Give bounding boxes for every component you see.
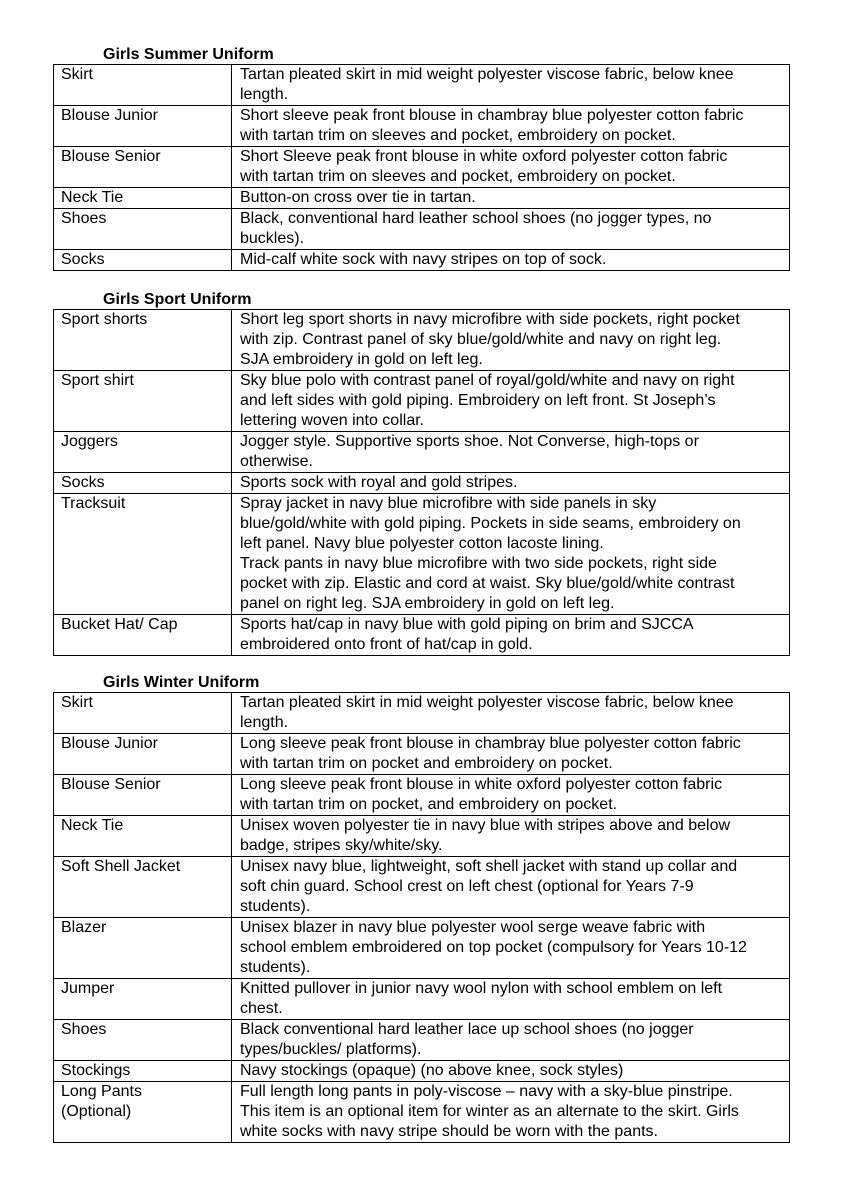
section-title: Girls Summer Uniform — [103, 46, 274, 63]
table-row — [54, 734, 790, 775]
table-row — [54, 1020, 790, 1061]
item-cell — [54, 816, 232, 857]
item-line: Blouse Senior — [61, 148, 161, 165]
description-line: Short Sleeve peak front blouse in white oxford polyester cotton fabric — [240, 148, 728, 165]
table-row — [54, 693, 790, 734]
item-cell — [54, 857, 232, 918]
description-line: school emblem embroidered on top pocket (compulsory for Years 10-12 — [240, 939, 747, 956]
item-line: Tracksuit — [61, 495, 126, 512]
uniform-table — [53, 309, 790, 656]
description-cell — [232, 310, 790, 371]
description-cell — [232, 1082, 790, 1143]
item-cell — [54, 734, 232, 775]
description-cell — [232, 693, 790, 734]
description-line: Jogger style. Supportive sports shoe. Not Converse, high-tops or — [240, 433, 699, 450]
item-line: Soft Shell Jacket — [61, 858, 181, 875]
description-line: Long sleeve peak front blouse in chambray blue polyester cotton fabric — [240, 735, 741, 752]
description-line: Sky blue polo with contrast panel of royal/gold/white and navy on right — [240, 372, 735, 389]
item-line: Skirt — [61, 694, 93, 711]
item-cell — [54, 209, 232, 250]
description-line: embroidered onto front of hat/cap in gold. — [240, 636, 533, 653]
item-cell — [54, 371, 232, 432]
table-row — [54, 188, 790, 209]
table-row — [54, 918, 790, 979]
table-row — [54, 310, 790, 371]
table-row — [54, 209, 790, 250]
description-cell — [232, 65, 790, 106]
description-cell — [232, 734, 790, 775]
description-line: length. — [240, 714, 289, 731]
item-line: Shoes — [61, 210, 107, 227]
description-line: Unisex navy blue, lightweight, soft shell jacket with stand up collar and — [240, 858, 738, 875]
description-line: otherwise. — [240, 453, 313, 470]
description-line: Black conventional hard leather lace up school shoes (no jogger — [240, 1021, 694, 1038]
item-line: Long Pants — [61, 1083, 142, 1100]
item-line: Blouse Senior — [61, 776, 161, 793]
uniform-table — [53, 64, 790, 271]
item-cell — [54, 147, 232, 188]
table-row — [54, 147, 790, 188]
item-cell — [54, 188, 232, 209]
uniform-table — [53, 692, 790, 1143]
description-line: length. — [240, 86, 289, 103]
table-row — [54, 857, 790, 918]
table-row — [54, 65, 790, 106]
item-cell — [54, 473, 232, 494]
description-line: panel on right leg. SJA embroidery in gold on left leg. — [240, 595, 615, 612]
description-line: Spray jacket in navy blue microfibre with side panels in sky — [240, 495, 657, 512]
description-line: This item is an optional item for winter as an alternate to the skirt. Girls — [240, 1103, 739, 1120]
description-cell — [232, 979, 790, 1020]
description-cell — [232, 147, 790, 188]
item-cell — [54, 775, 232, 816]
description-line: pocket with zip. Elastic and cord at waist. Sky blue/gold/white contrast — [240, 575, 735, 592]
description-line: with zip. Contrast panel of sky blue/gold/white and navy on right leg. — [240, 331, 722, 348]
description-cell — [232, 1020, 790, 1061]
description-cell — [232, 371, 790, 432]
item-line: Joggers — [61, 433, 118, 450]
description-line: buckles). — [240, 230, 305, 247]
description-line: Knitted pullover in junior navy wool nylon with school emblem on left — [240, 980, 723, 997]
description-line: left panel. Navy blue polyester cotton lacoste lining. — [240, 535, 604, 552]
description-line: with tartan trim on pocket, and embroidery on pocket. — [240, 796, 618, 813]
item-line: Blazer — [61, 919, 107, 936]
item-cell — [54, 494, 232, 615]
item-line: Bucket Hat/ Cap — [61, 616, 178, 633]
description-cell — [232, 188, 790, 209]
item-cell — [54, 1061, 232, 1082]
item-line: Socks — [61, 474, 105, 491]
description-cell — [232, 106, 790, 147]
description-line: Unisex blazer in navy blue polyester wool serge weave fabric with — [240, 919, 706, 936]
item-cell — [54, 918, 232, 979]
table-row — [54, 816, 790, 857]
description-line: Tartan pleated skirt in mid weight polyester viscose fabric, below knee — [240, 66, 734, 83]
table-row — [54, 494, 790, 615]
description-line: chest. — [240, 1000, 283, 1017]
item-cell — [54, 310, 232, 371]
item-cell — [54, 979, 232, 1020]
item-line: Sport shorts — [61, 311, 148, 328]
description-line: Unisex woven polyester tie in navy blue with stripes above and below — [240, 817, 731, 834]
item-line: Blouse Junior — [61, 735, 158, 752]
table-row — [54, 250, 790, 271]
description-line: with tartan trim on pocket and embroidery on pocket. — [240, 755, 613, 772]
description-line: badge, stripes sky/white/sky. — [240, 837, 443, 854]
item-line: Neck Tie — [61, 189, 124, 206]
description-line: Long sleeve peak front blouse in white oxford polyester cotton fabric — [240, 776, 723, 793]
description-cell — [232, 494, 790, 615]
item-cell — [54, 106, 232, 147]
description-line: lettering woven into collar. — [240, 412, 425, 429]
description-cell — [232, 1061, 790, 1082]
description-line: Short leg sport shorts in navy microfibre with side pockets, right pocket — [240, 311, 740, 328]
description-line: Track pants in navy blue microfibre with two side pockets, right side — [240, 555, 717, 572]
description-line: Button-on cross over tie in tartan. — [240, 189, 476, 206]
description-cell — [232, 209, 790, 250]
description-line: students). — [240, 959, 311, 976]
table-row — [54, 473, 790, 494]
item-line: Socks — [61, 251, 105, 268]
description-line: and left sides with gold piping. Embroidery on left front. St Joseph’s — [240, 392, 716, 409]
description-cell — [232, 473, 790, 494]
description-line: Full length long pants in poly-viscose – navy with a sky-blue pinstripe. — [240, 1083, 733, 1100]
table-row — [54, 979, 790, 1020]
item-line: Jumper — [61, 980, 115, 997]
section-title: Girls Sport Uniform — [103, 291, 252, 308]
item-cell — [54, 693, 232, 734]
description-line: white socks with navy stripe should be worn with the pants. — [240, 1123, 658, 1140]
item-line: Shoes — [61, 1021, 107, 1038]
description-cell — [232, 918, 790, 979]
description-line: types/buckles/ platforms). — [240, 1041, 422, 1058]
item-cell — [54, 432, 232, 473]
description-line: with tartan trim on sleeves and pocket, embroidery on pocket. — [240, 127, 676, 144]
description-cell — [232, 250, 790, 271]
description-cell — [232, 775, 790, 816]
description-line: Navy stockings (opaque) (no above knee, sock styles) — [240, 1062, 624, 1079]
description-line: Short sleeve peak front blouse in chambray blue polyester cotton fabric — [240, 107, 744, 124]
item-line: Sport shirt — [61, 372, 134, 389]
description-line: blue/gold/white with gold piping. Pockets in side seams, embroidery on — [240, 515, 741, 532]
table-row — [54, 371, 790, 432]
section-title: Girls Winter Uniform — [103, 674, 260, 691]
item-cell — [54, 1082, 232, 1143]
table-row — [54, 775, 790, 816]
table-row — [54, 432, 790, 473]
description-line: Tartan pleated skirt in mid weight polyester viscose fabric, below knee — [240, 694, 734, 711]
item-line: Neck Tie — [61, 817, 124, 834]
description-line: Mid-calf white sock with navy stripes on top of sock. — [240, 251, 607, 268]
description-line: students). — [240, 898, 311, 915]
item-cell — [54, 615, 232, 656]
description-line: with tartan trim on sleeves and pocket, embroidery on pocket. — [240, 168, 676, 185]
table-row — [54, 1061, 790, 1082]
item-line: Skirt — [61, 66, 93, 83]
description-line: Sports hat/cap in navy blue with gold piping on brim and SJCCA — [240, 616, 694, 633]
table-row — [54, 1082, 790, 1143]
description-cell — [232, 816, 790, 857]
description-line: Black, conventional hard leather school shoes (no jogger types, no — [240, 210, 712, 227]
item-line: Blouse Junior — [61, 107, 158, 124]
description-cell — [232, 615, 790, 656]
description-line: Sports sock with royal and gold stripes. — [240, 474, 518, 491]
description-cell — [232, 857, 790, 918]
item-line: Stockings — [61, 1062, 131, 1079]
item-cell — [54, 1020, 232, 1061]
item-line: (Optional) — [61, 1103, 132, 1120]
item-cell — [54, 65, 232, 106]
description-line: SJA embroidery in gold on left leg. — [240, 351, 483, 368]
table-row — [54, 106, 790, 147]
item-cell — [54, 250, 232, 271]
description-line: soft chin guard. School crest on left chest (optional for Years 7-9 — [240, 878, 694, 895]
table-row — [54, 615, 790, 656]
description-cell — [232, 432, 790, 473]
